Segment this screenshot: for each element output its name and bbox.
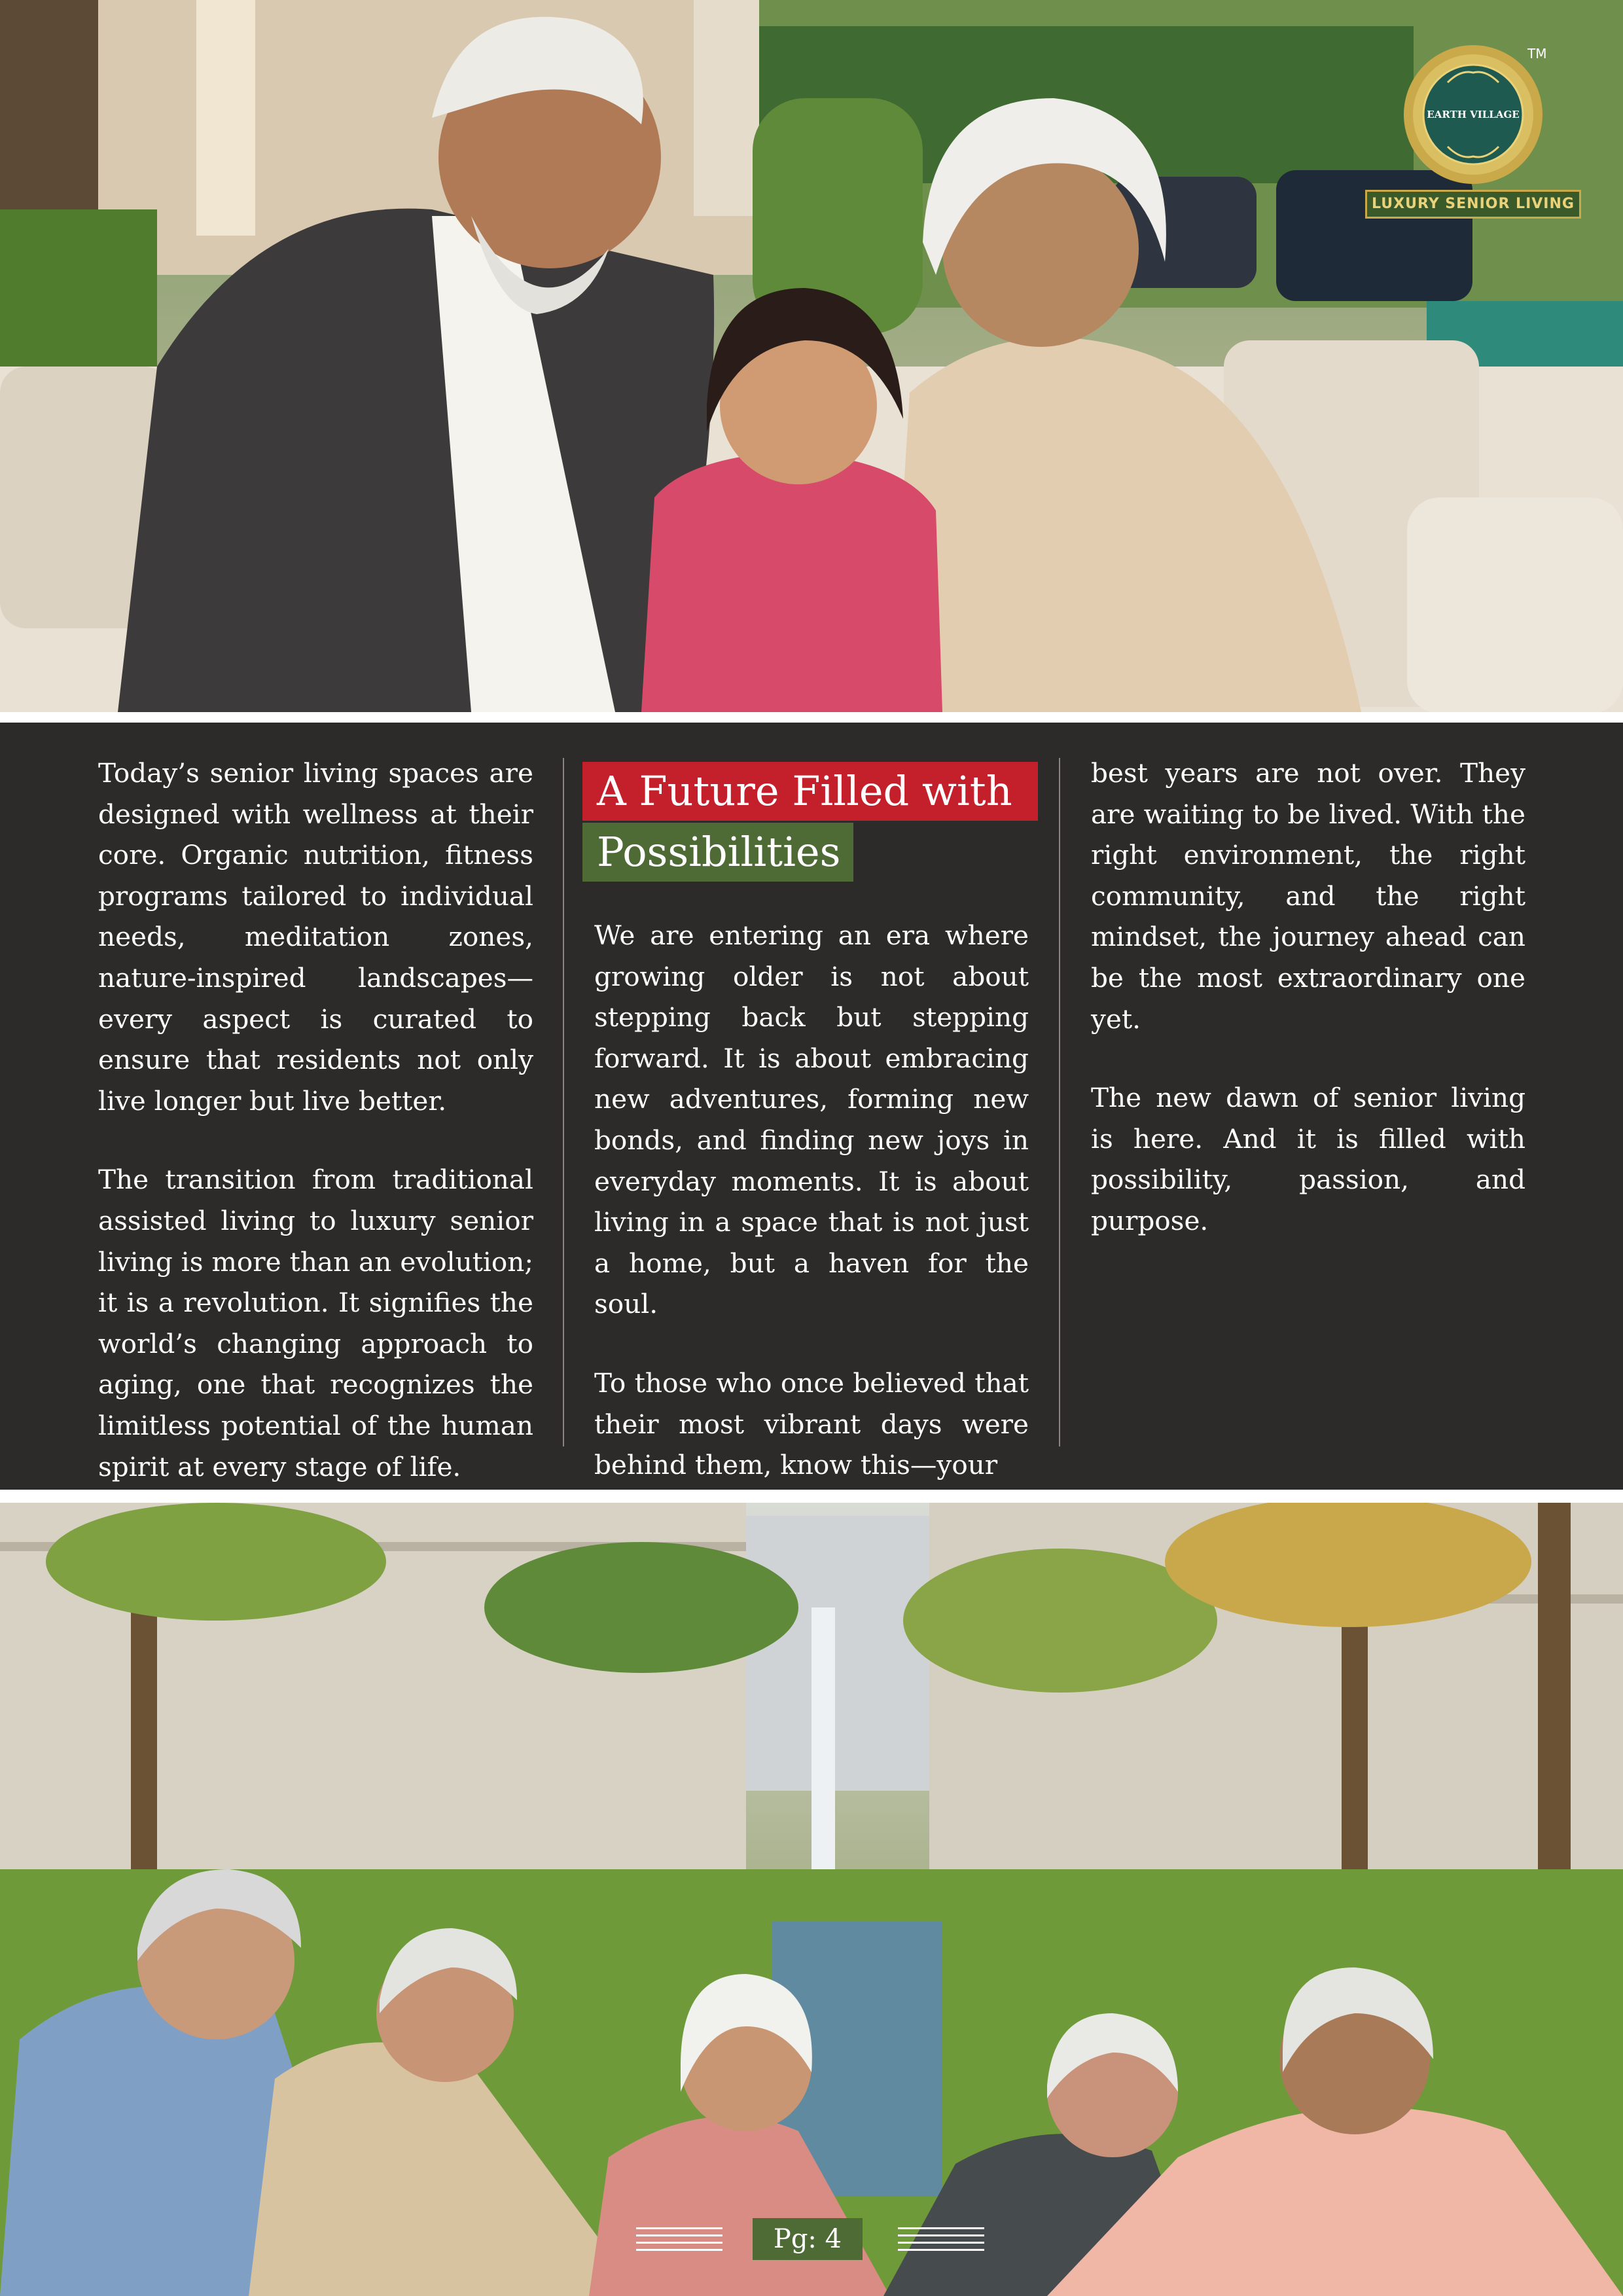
column-3-paragraph-1: best years are not over. They are waiting to be lived. With the right environment, the right community, and the right mindset, the journey ahead can be the most extraordinary one yet. xyxy=(1091,757,1525,1035)
article-column-1 xyxy=(98,753,533,1525)
column-1-paragraph-1: Today’s senior living spaces are designed with wellness at their core. Organic nutrition, fitness programs tailored to individual needs, meditation zones, nature-inspired landscapes—every aspect is curated to ensure that residents not only live longer but live better. xyxy=(98,757,533,1117)
seniors-photo-illustration xyxy=(0,1503,1623,2296)
column-1-paragraph-2: The transition from traditional assisted living to luxury senior living is more than an evolution; it is a revolution. It signifies the world’s changing approach to aging, one that recognizes the limitless potential of the human spirit at every stage of life. xyxy=(98,1164,533,1482)
logo-tagline: LUXURY SENIOR LIVING xyxy=(1365,190,1581,219)
bottom-seniors-photo xyxy=(0,1503,1623,2296)
article-heading-line-2: Possibilities xyxy=(582,823,853,882)
article-column-3 xyxy=(1091,753,1525,1280)
column-2-paragraph-1: We are entering an era where growing older is not about stepping back but stepping forward. It is about embracing new adventures, forming new bonds, and finding new joys in everyday moments. It is about living in a space that is not just a home, but a haven for the soul. xyxy=(594,920,1029,1320)
page-number: Pg: 4 xyxy=(753,2218,863,2260)
column-2-paragraph-2: To those who once believed that their most vibrant days were behind them, know this—your xyxy=(594,1367,1029,1481)
column-3-paragraph-2: The new dawn of senior living is here. And it is filled with possibility, passion, and purpose. xyxy=(1091,1082,1525,1236)
logo-name: EARTH VILLAGE xyxy=(1427,109,1520,120)
article-heading-line-1: A Future Filled with xyxy=(582,762,1038,821)
family-photo-illustration xyxy=(0,0,1623,712)
article-column-2 xyxy=(594,915,1029,1524)
earth-village-logo xyxy=(1402,43,1547,186)
column-divider-2 xyxy=(1059,758,1060,1446)
column-divider-1 xyxy=(563,758,564,1446)
page-number-ornament-right xyxy=(898,2227,984,2251)
top-family-photo xyxy=(0,0,1623,712)
trademark-mark: TM xyxy=(1527,46,1547,62)
page-number-ornament-left xyxy=(636,2227,722,2251)
